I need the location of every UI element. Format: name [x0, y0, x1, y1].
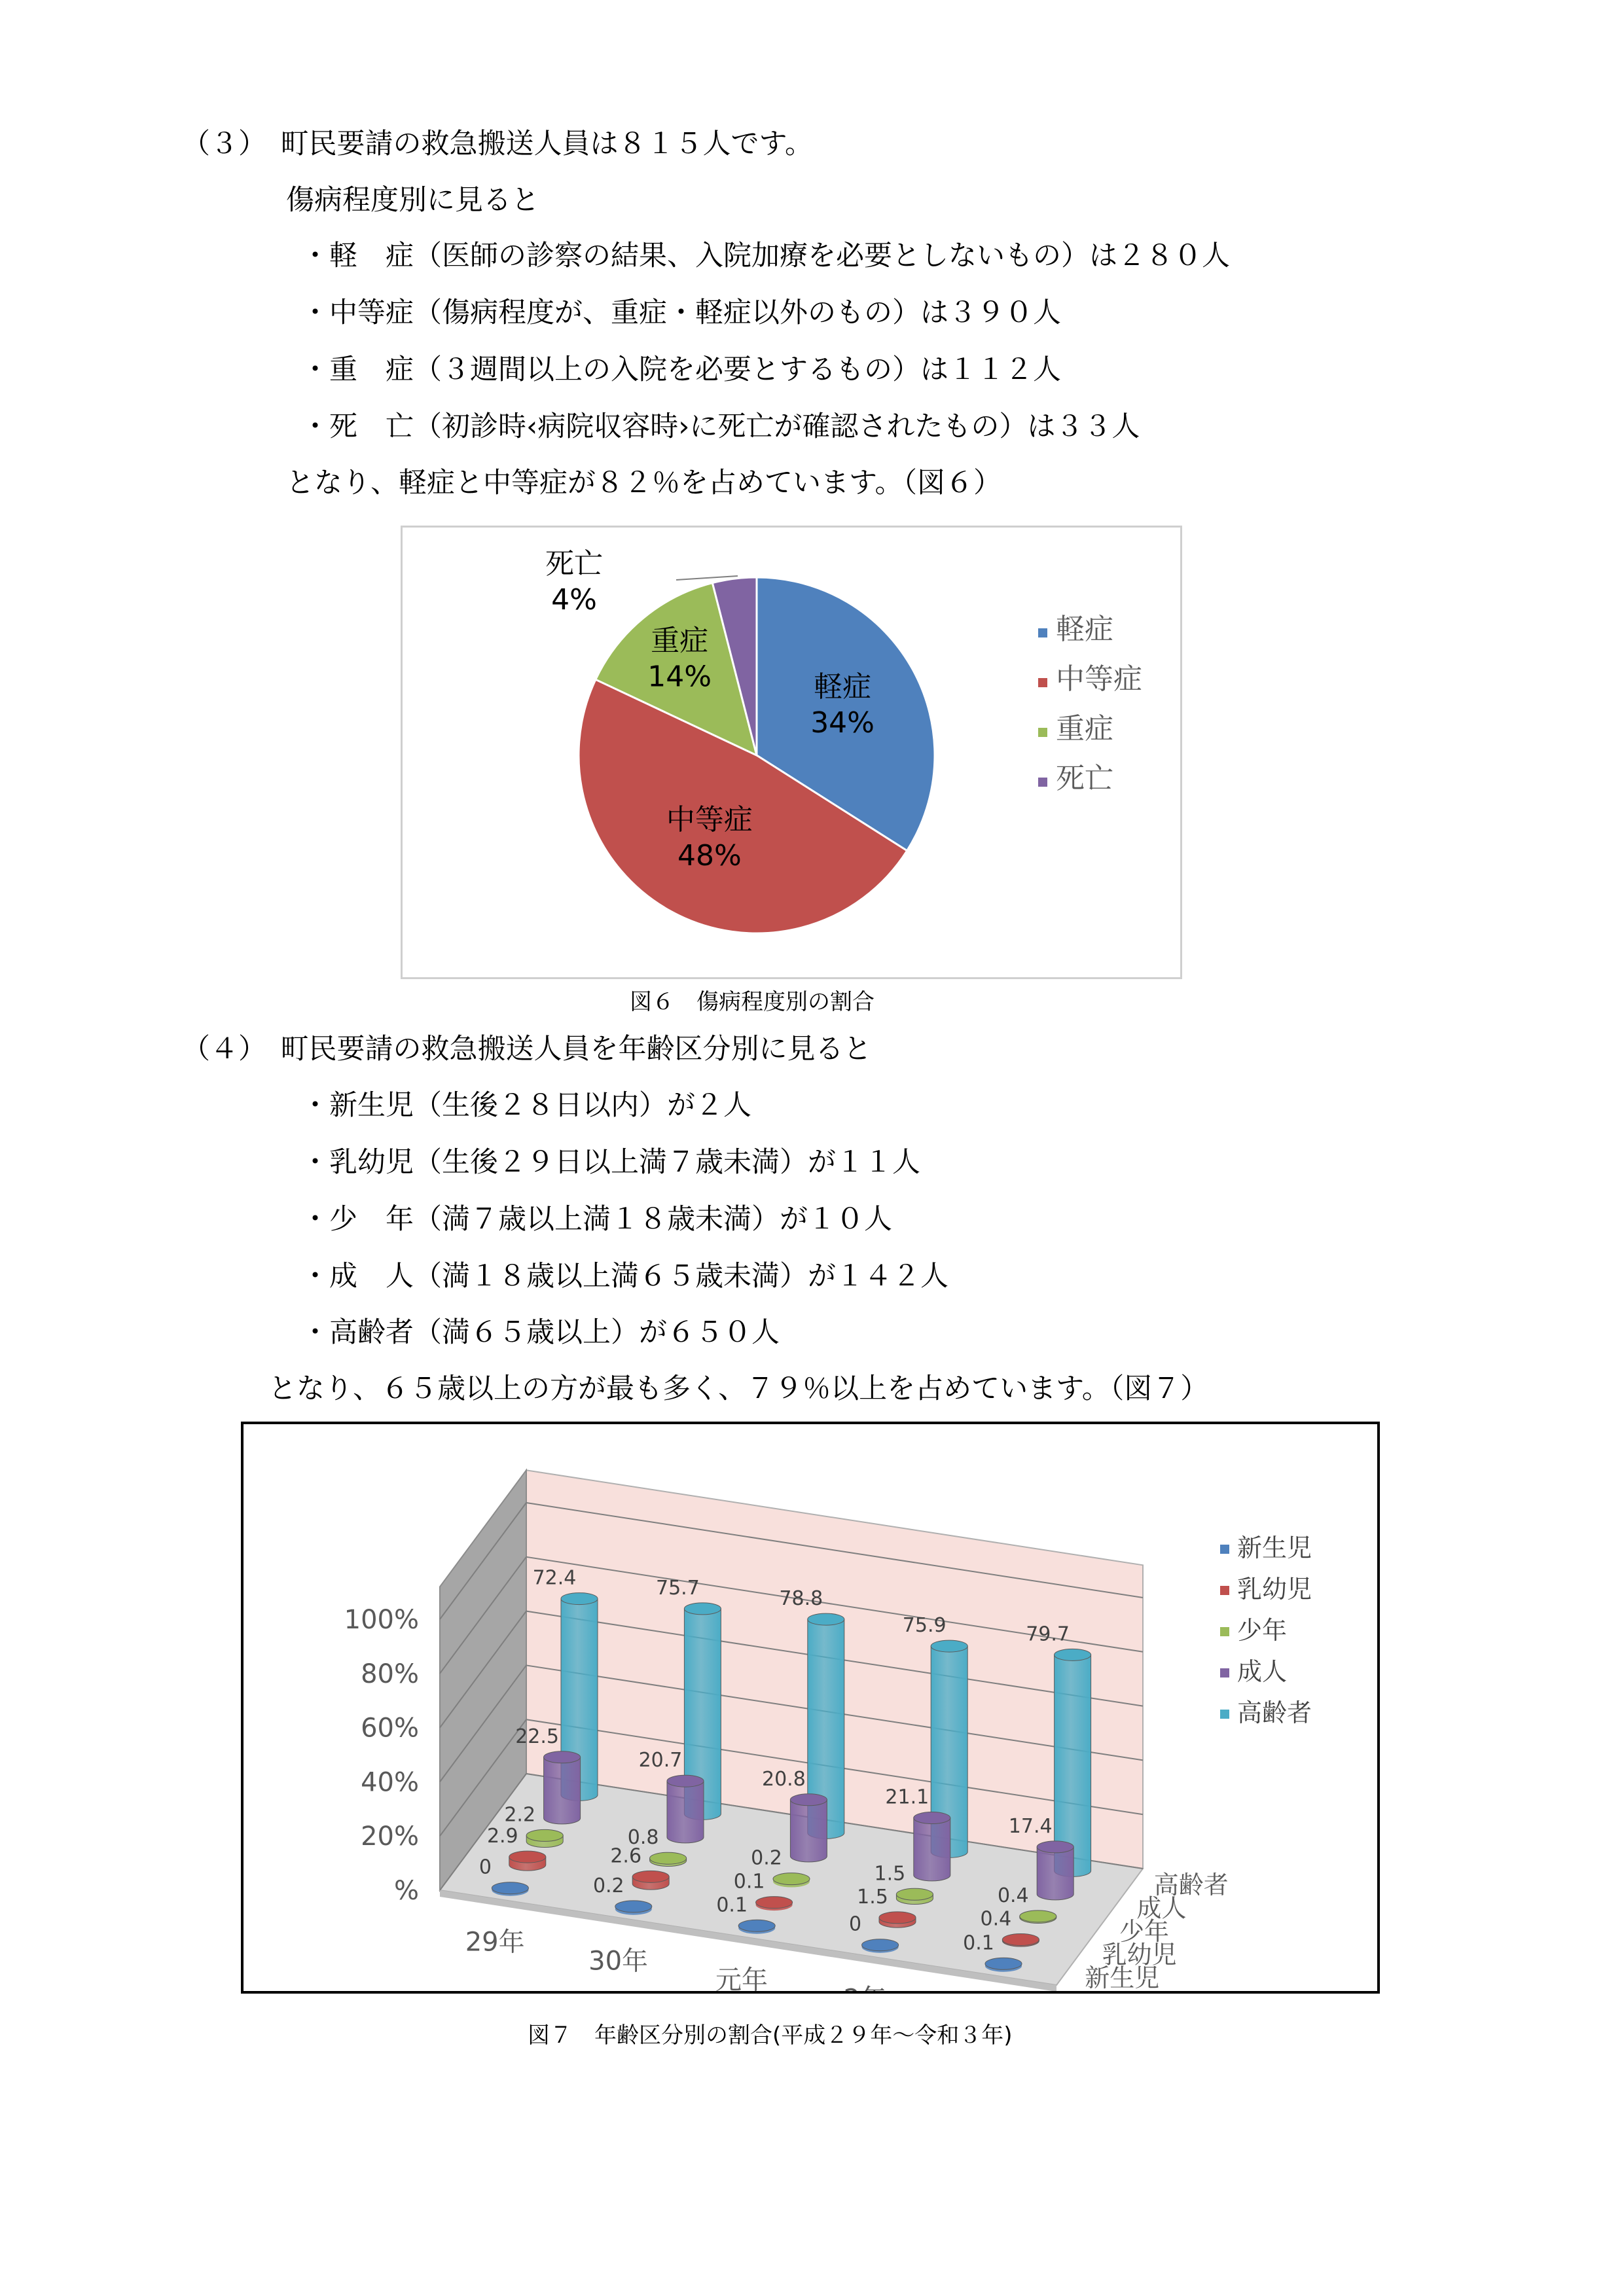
pie-legend-marker-4	[1038, 778, 1047, 787]
bar-legend-label-2: 乳幼児	[1237, 1575, 1312, 1604]
data-label-乳幼児-1: 2.9	[486, 1825, 518, 1848]
data-label-成人-5: 17.4	[1008, 1814, 1053, 1838]
data-label-新生児-5: 0.1	[963, 1931, 994, 1955]
cylinder-成人-3年	[1037, 1841, 1074, 1900]
bar-legend-label-4: 成人	[1237, 1657, 1288, 1686]
pie-legend-label-4: 死亡	[1056, 762, 1113, 795]
y-tick-4: 80%	[361, 1659, 419, 1689]
data-label-新生児-3: 0.1	[716, 1893, 748, 1917]
pie-legend-marker-2	[1038, 678, 1047, 687]
depth-tick-1: 新生児	[1085, 1964, 1160, 1991]
cylinder-成人-2年	[914, 1812, 950, 1881]
y-tick-0: %	[393, 1876, 419, 1906]
cylinder-成人-30年	[667, 1775, 704, 1843]
data-label-高齢者-3: 78.8	[779, 1587, 823, 1611]
x-tick-4	[844, 1984, 886, 1992]
bar-chart-frame	[241, 1422, 1380, 1994]
bar-legend-label-5: 高齢者	[1237, 1698, 1312, 1727]
section4-conclusion: となり、６５歳以上の方が最も多く、７９％以上を占めています。（図７）	[268, 1372, 1209, 1405]
cylinder-新生児-3年	[985, 1958, 1022, 1971]
data-label-乳幼児-5: 0.4	[980, 1907, 1012, 1931]
pie-label-category-4: 死亡	[545, 547, 603, 581]
cylinder-新生児-元年	[738, 1920, 775, 1933]
pie-label-category-3: 重症	[651, 624, 709, 658]
section4-item-newborn: ・新生児（生後２８日以内）が２人	[301, 1089, 751, 1122]
data-label-新生児-4: 0	[849, 1912, 862, 1936]
pie-chart	[403, 528, 1180, 977]
y-tick-2: 40%	[361, 1767, 419, 1798]
depth-tick-2: 乳幼児	[1102, 1940, 1177, 1969]
depth-tick-3: 少年	[1119, 1917, 1170, 1946]
figure6-caption: 図６ 傷病程度別の割合	[630, 989, 875, 1015]
x-tick-3: 元年	[715, 1965, 768, 1991]
section4-item-elderly: ・高齢者（満６５歳以上）が６５０人	[301, 1316, 780, 1349]
cylinder-乳幼児-3年	[1002, 1933, 1039, 1946]
bar-legend-marker-3	[1220, 1627, 1229, 1636]
cylinder-少年-元年	[773, 1873, 810, 1888]
data-label-成人-3: 20.8	[762, 1767, 806, 1791]
data-label-少年-3: 0.2	[751, 1846, 782, 1870]
data-label-乳幼児-3: 0.1	[733, 1870, 765, 1893]
section4-item-youth: ・少 年（満７歳以上満１８歳未満）が１０人	[301, 1203, 892, 1236]
data-label-成人-4: 21.1	[885, 1785, 929, 1809]
bar-legend-marker-5	[1220, 1710, 1229, 1719]
data-label-高齢者-2: 75.7	[656, 1576, 700, 1600]
pie-label-category-2: 中等症	[666, 803, 753, 837]
data-label-新生児-2: 0.2	[592, 1874, 624, 1897]
pie-chart-frame	[401, 526, 1182, 979]
section3-item-mild: ・軽 症（医師の診察の結果、入院加療を必要としないもの）は２８０人	[301, 240, 1230, 272]
pie-label-category-1: 軽症	[814, 670, 872, 704]
y-tick-3: 60%	[361, 1713, 419, 1744]
pie-legend-marker-3	[1038, 728, 1047, 737]
pie-legend-marker-1	[1038, 628, 1047, 637]
data-label-高齢者-1: 72.4	[532, 1566, 577, 1590]
cylinder-少年-30年	[650, 1852, 687, 1866]
bar-legend-marker-4	[1220, 1668, 1229, 1677]
bar-legend-marker-2	[1220, 1586, 1229, 1595]
cylinder-少年-29年	[526, 1829, 563, 1847]
bar-legend-label-1: 新生児	[1237, 1534, 1312, 1562]
cylinder-乳幼児-元年	[756, 1897, 793, 1910]
cylinder-乳幼児-30年	[632, 1871, 669, 1890]
y-tick-1: 20%	[361, 1821, 419, 1852]
data-label-乳幼児-2: 2.6	[610, 1844, 642, 1868]
cylinder-乳幼児-29年	[509, 1851, 546, 1871]
cylinder-乳幼児-2年	[879, 1912, 916, 1928]
pie-label-percent-2: 48%	[677, 839, 742, 873]
pie-label-percent-4: 4%	[551, 583, 597, 617]
x-tick-2: 30年	[588, 1946, 649, 1977]
data-label-少年-1: 2.2	[504, 1803, 536, 1827]
cylinder-chart	[244, 1424, 1377, 1991]
section4-heading: （４） 町民要請の救急搬送人員を年齢区分別に見ると	[182, 1033, 872, 1066]
data-label-新生児-1: 0	[478, 1856, 492, 1879]
cylinder-成人-元年	[790, 1794, 827, 1862]
bar-legend-label-3: 少年	[1237, 1616, 1288, 1645]
data-label-乳幼児-4: 1.5	[857, 1885, 888, 1909]
data-label-少年-4: 1.5	[874, 1862, 906, 1886]
depth-tick-4: 成人	[1136, 1893, 1187, 1923]
section4-item-adult: ・成 人（満１８歳以上満６５歳未満）が１４２人	[301, 1260, 948, 1293]
section3-conclusion: となり、軽症と中等症が８２％を占めています。（図６）	[286, 467, 1002, 499]
cylinder-新生児-30年	[615, 1901, 652, 1915]
data-label-少年-5: 0.4	[997, 1884, 1029, 1907]
data-label-成人-2: 20.7	[638, 1749, 683, 1772]
y-tick-5: 100%	[344, 1605, 419, 1635]
bar-legend-marker-1	[1220, 1545, 1229, 1554]
section4-item-infant: ・乳幼児（生後２９日以上満７歳未満）が１１人	[301, 1146, 920, 1179]
x-tick-1: 29年	[465, 1927, 525, 1958]
section3-intro: 傷病程度別に見ると	[286, 184, 539, 217]
data-label-少年-2: 0.8	[627, 1826, 659, 1850]
pie-legend-label-1: 軽症	[1056, 613, 1113, 646]
cylinder-少年-3年	[1020, 1910, 1056, 1924]
section3-item-death: ・死 亡（初診時‹病院収容時›に死亡が確認されたもの）は３３人	[301, 410, 1140, 443]
pie-label-percent-3: 14%	[647, 660, 712, 694]
cylinder-新生児-2年	[862, 1939, 899, 1953]
cylinder-少年-2年	[896, 1888, 933, 1904]
pie-legend-label-3: 重症	[1056, 712, 1113, 745]
figure7-caption: 図７ 年齢区分別の割合(平成２９年～令和３年)	[528, 2022, 1013, 2049]
cylinder-新生児-29年	[492, 1882, 528, 1896]
pie-label-percent-1: 34%	[810, 706, 875, 740]
cylinder-成人-29年	[544, 1751, 581, 1824]
data-label-高齢者-5: 79.7	[1026, 1623, 1070, 1646]
section3-heading: （３） 町民要請の救急搬送人員は８１５人です。	[182, 128, 814, 160]
pie-legend-label-2: 中等症	[1056, 662, 1142, 696]
section3-item-severe: ・重 症（３週間以上の入院を必要とするもの）は１１２人	[301, 353, 1061, 386]
section3-item-moderate: ・中等症（傷病程度が、重症・軽症以外のもの）は３９０人	[301, 296, 1061, 329]
data-label-成人-1: 22.5	[515, 1725, 559, 1748]
depth-tick-5: 高齢者	[1153, 1870, 1229, 1899]
data-label-高齢者-4: 75.9	[902, 1614, 947, 1638]
